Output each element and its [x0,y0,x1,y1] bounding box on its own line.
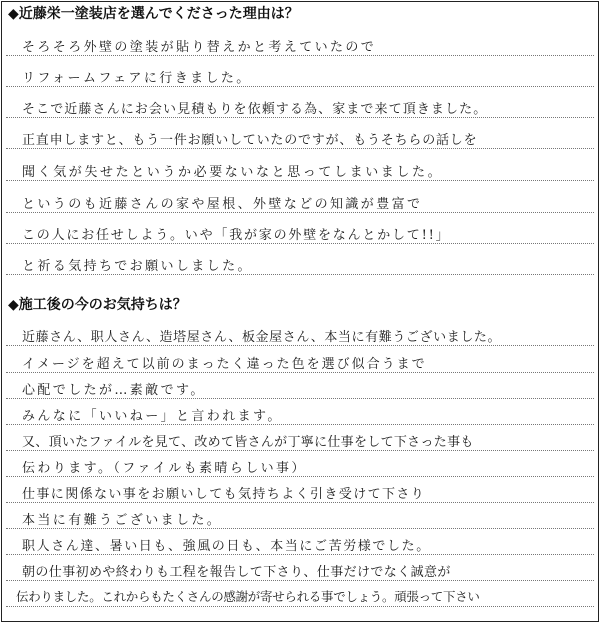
ruled-line [6,243,594,244]
ruled-line [6,606,594,607]
handwritten-line: 正直申しますと、もう一件お願いしていたのですが、もうそちらの話しを [22,133,478,148]
ruled-line [6,148,594,149]
ruled-line [6,450,594,451]
handwritten-line: 近藤さん、职人さん、造塔屋さん、板金屋さん、本当に有難うございました。 [22,330,502,345]
handwritten-line: 本当に有難うございました。 [22,513,223,528]
handwritten-line: というのも近藤さんの家や屋根、外壁などの知識が豊富で [22,197,423,212]
ruled-line [6,274,594,275]
handwritten-line: リフォームフェアに行きました。 [22,71,252,86]
ruled-line [6,580,594,581]
handwritten-line: 心配でしたが…素敵です。 [22,383,206,398]
ruled-line [6,554,594,555]
handwritten-line: 又、頂いたファイルを見て、改めて皆さんが丁寧に仕事をして下さった事も [22,435,474,450]
ruled-line [6,476,594,477]
handwritten-line: 伝わりました。これからもたくさんの感謝が寄せられる事でしょう。頑張って下さい [16,589,480,604]
handwritten-line: 聞く気が失せたというか必要ないなと思ってしまいました。 [22,165,444,180]
question-heading-feelings: ◆施工後の今のお気持ちは？ [8,297,187,313]
ruled-line [6,502,594,503]
handwritten-line: 仕事に関係ない事をお願いしても気持ちよく引き受けて下さり [22,487,426,502]
ruled-line [6,180,594,181]
handwritten-line: そろそろ外壁の塗装が貼り替えかと考えていたので [22,40,377,55]
ruled-line [6,345,594,346]
handwritten-line: 伝わります。（ファイルも素晴らしい事） [22,461,307,476]
handwritten-line: みんなに「いいねー」と言われます。 [22,409,283,424]
ruled-line [6,424,594,425]
handwritten-line: この人にお任せしよう。いや「我が家の外壁をなんとかして!!」 [22,228,451,243]
testimonial-form [1,1,599,622]
handwritten-line: そこで近藤さんにお会い見積もりを依頼する為、家まで来て頂きました。 [22,102,488,117]
question-heading-reason: ◆近藤栄一塗装店を選んでくださった理由は？ [8,6,299,22]
handwritten-line: イメージを超えて以前のまったく違った色を選び似合うまで [22,357,427,372]
handwritten-line: と祈る気持ちでお願いしました。 [22,259,253,274]
ruled-line [6,86,594,87]
ruled-line [6,398,594,399]
ruled-line [6,212,594,213]
ruled-line [6,117,594,118]
ruled-line [6,372,594,373]
ruled-line [6,55,594,56]
handwritten-line: 朝の仕事初めや終わりも工程を報告して下さり、仕事だけでなく誠意が [22,565,451,580]
ruled-line [6,528,594,529]
handwritten-line: 职人さん達、暑い日も、強風の日も、本当にご苦労様でした。 [22,539,431,554]
